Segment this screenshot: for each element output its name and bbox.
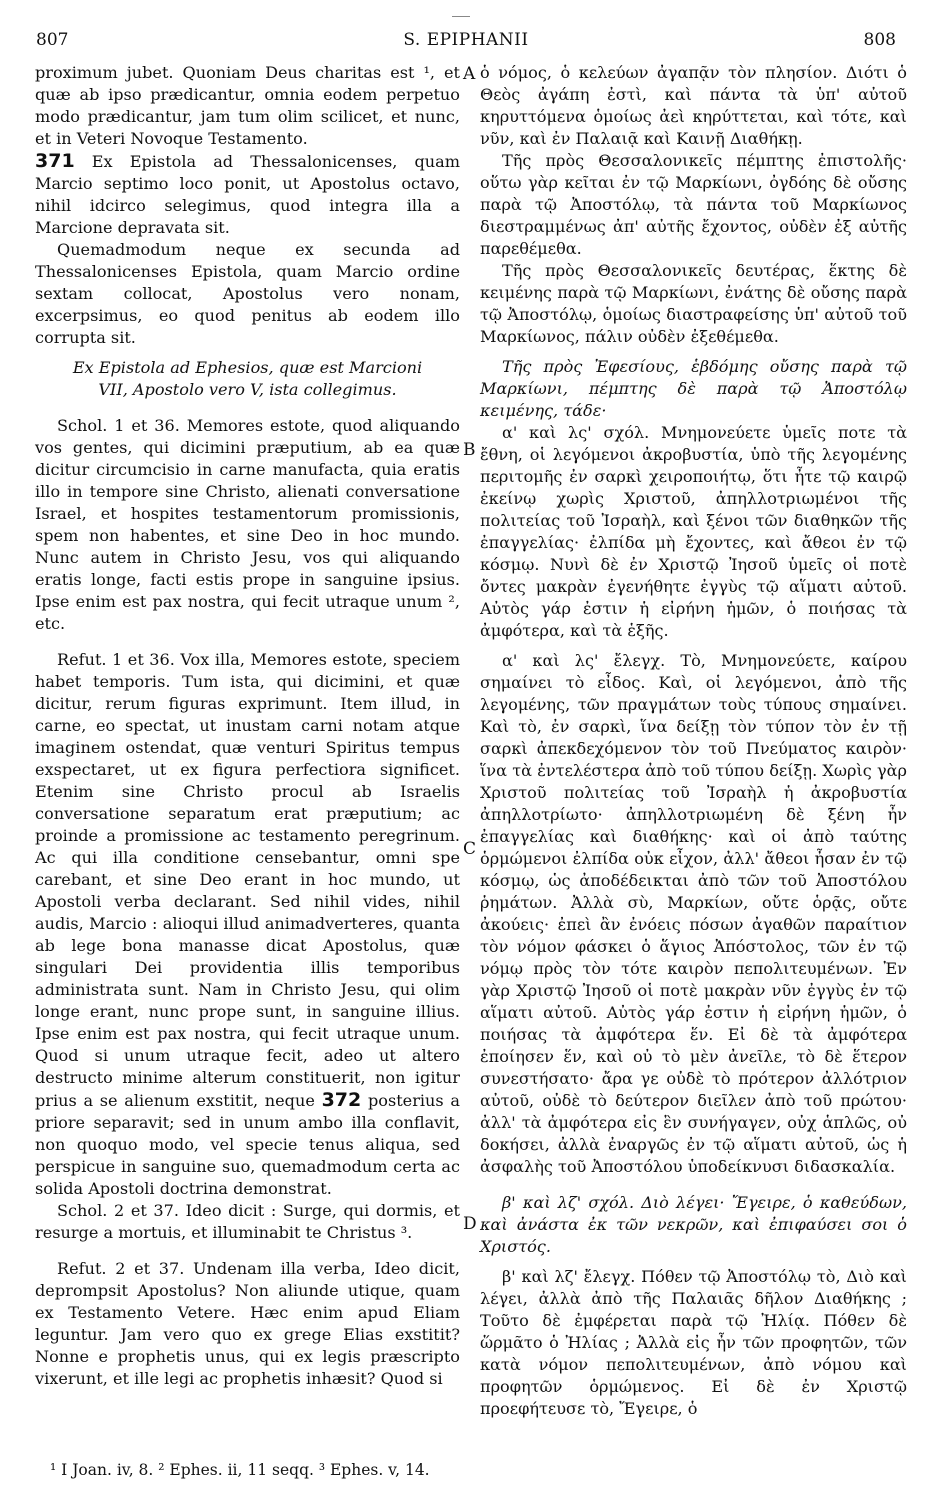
latin-scholion-2: Schol. 2 et 37. Ideo dicit : Surge, qui dormis, et resurge a mortuis, et illuminabit te Christus ³. <box>35 1201 460 1242</box>
latin-para-second-thessalonians: Quemadmodum neque ex secunda ad Thessalonicenses Epistola, quam Marcio ordine sextam collocat, Apostolus vero nonam, excerpsimus, eo quod penitus ab eodem illo corrupta sit. <box>35 240 460 347</box>
greek-para-opening: ὁ νόμος, ὁ κελεύων ἀγαπᾷν τὸν πλησίον. Διότι ὁ Θεὸς ἀγάπη ἐστὶ, καὶ πάντα τὰ ὑπ' αὐτοῦ κηρυττόμενα ὁμοίως ἀεὶ κηρύττεται, καὶ τότε, καὶ νῦν, καὶ ἐν Παλαιᾷ καὶ Καινῇ Διαθήκῃ. <box>480 63 907 148</box>
latin-para-thessalonians <box>35 150 460 239</box>
section-number-371: 371 <box>35 150 75 172</box>
section-number-372: 372 <box>321 1089 362 1111</box>
margin-letter-b: B <box>463 440 476 460</box>
latin-heading-ephesians: Ex Epistola ad Ephesios, quæ est Marcioni VII, Apostolo vero V, ista collegimus. <box>72 358 423 399</box>
latin-refutation-2: Refut. 2 et 37. Undenam illa verba, Ideo dicit, deprompsit Apostolus? Non aliunde utique, quam ex Testamento Vetere. Hæc enim apud Eliam leguntur. Jam vero quo ex grege Elias exstitit? Nonne e prophetis unus, qui ex legis præscripto vixerunt, et ille legi ac prophetis inhæsit? Quod si <box>35 1259 460 1388</box>
page-number-right: 808 <box>863 30 896 50</box>
latin-refutation-1-cont: posterius a priore separavit; sed in unum ambo illa conflavit, non quoquo modo, vel specie tenus aliqua, sed perspicue in sanguine suo, quemadmodum certa ac solida Apostoli doctrina demonstrat. <box>35 1091 460 1198</box>
latin-para-opening: proximum jubet. Quoniam Deus charitas est ¹, et quæ ab ipso prædicantur, omnia eodem perpetuo modo prædicantur, jam tum olim scilicet, et nunc, et in Veteri Novoque Testamento. <box>35 63 460 148</box>
greek-scholion-1: α' καὶ λς' σχόλ. Μνημονεύετε ὑμεῖς ποτε τὰ ἔθνη, οἱ λεγόμενοι ἀκροβυστία, ὑπὸ τῆς λεγομένης περιτομῆς ἐν σαρκὶ χειροποιήτῳ, ὅτι ἦτε τῷ καιρῷ ἐκείνῳ χωρὶς Χριστοῦ, ἀπηλλοτριωμένοι τῆς πολιτείας τοῦ Ἰσραὴλ, καὶ ξένοι τῶν διαθηκῶν τῆς ἐπαγγελίας· ἐλπίδα μὴ ἔχοντες, καὶ ἄθεοι ἐν τῷ κόσμῳ. Νυνὶ δὲ ἐν Χριστῷ Ἰησοῦ ὑμεῖς οἱ ποτὲ ὄντες μακρὰν ἐγενήθητε ἐγγὺς τῷ αἵματι αὐτοῦ. Αὐτὸς γάρ ἐστιν ἡ εἰρήνη ἡμῶν, ὁ ποιήσας τὰ ἀμφότερα, καὶ τὰ ἑξῆς. <box>480 423 907 640</box>
footnotes: ¹ I Joan. iv, 8. ² Ephes. ii, 11 seqq. ³ Ephes. v, 14. <box>50 1461 430 1479</box>
greek-para-thessalonians: Τῆς πρὸς Θεσσαλονικεῖς πέμπτης ἐπιστολῆς· οὕτω γὰρ κεῖται ἐν τῷ Μαρκίωνι, ὀγδόης δὲ οὔσης παρὰ τῷ Ἀποστόλῳ, τὰ πάντα τοῦ Μαρκίωνος διεστραμμένως ἀπ' αὐτῆς ἔχοντος, οὐδὲν ἐξ αὐτῆς παρεθέμεθα. <box>480 151 907 258</box>
latin-scholion-1: Schol. 1 et 36. Memores estote, quod aliquando vos gentes, qui dicimini præputium, ab ea quæ dicitur circumcisio in carne manufacta, quia eratis illo in tempore sine Christo, alienati conversatione Israel, et hospites testamentorum promissionis, spem non habentes, et sine Deo in hoc mundo. Nunc autem in Christo Jesu, vos qui aliquando eratis longe, facti estis prope in sanguine ipsius. Ipse enim est pax nostra, qui fecit utraque unum ², etc. <box>35 416 460 633</box>
greek-heading-ephesians: Τῆς πρὸς Ἐφεσίους, ἑβδόμης οὔσης παρὰ τῷ Μαρκίωνι, πέμπτης δὲ παρὰ τῷ Ἀποστόλῳ κειμένης, τάδε· <box>480 357 907 420</box>
latin-refutation-1-text: Refut. 1 et 36. Vox illa, Memores estote, speciem habet temporis. Tum ista, qui dicimini, et quæ dicitur, rerum figuras exprimunt. Item illud, in carne, eo spectat, ut inustam carni notam atque imaginem ostendat, quæ venturi Spiritus tempus exspectaret, ut ex figura perfectiora significet. Etenim sine Christo procul ab Israelis conversatione separatum erat præputium; ac proinde a promissione ac testamento peregrinum. Ac qui illa conditione censebantur, omni spe carebant, et sine Deo erant in hoc mundo, ut Apostoli verba declarant. Sed nihil vides, nihil audis, Marcio : alioqui illud animadverteres, quanta ab lege bona manasse dicat Apostolus, quæ singulari Dei providentia illis temporibus administrata sunt. Nam in Christo Jesu, qui olim longe erant, nunc prope sunt, in sanguine illius. Ipse enim est pax nostra, qui fecit utraque unum. Quod si unum utraque fecit, adeo ut altero destructo minime alterum constituerit, non igitur prius a se alienum exstitit, neque <box>35 650 460 1110</box>
greek-refutation-2: β' καὶ λζ' ἔλεγχ. Πόθεν τῷ Ἀποστόλῳ τὸ, Διὸ καὶ λέγει, ἀλλὰ ἀπὸ τῆς Παλαιᾶς δῆλον Διαθήκης ; Τοῦτο δὲ ἐμφέρεται παρὰ τῷ Ἠλίᾳ. Πόθεν δὲ ὥρμᾶτο ὁ Ἠλίας ; Ἀλλὰ εἰς ἦν τῶν προφητῶν, τῶν κατὰ νόμον πεπολιτευμένων, ἀπὸ νόμου καὶ προφητῶν ὁρμώμενος. Εἰ δὲ ἐν Χριστῷ προεφήτευσε τὸ, Ἔγειρε, ὁ <box>480 1267 907 1418</box>
latin-para-thessalonians-text: Ex Epistola ad Thessalonicenses, quam Marcio septimo loco ponit, ut Apostolus octavo, nihil idcirco selegimus, quod integra illa a Marcione depravata sit. <box>35 152 460 237</box>
page-number-left: 807 <box>36 30 69 50</box>
greek-para-second-thessalonians: Τῆς πρὸς Θεσσαλονικεῖς δευτέρας, ἕκτης δὲ κειμένης παρὰ τῷ Μαρκίωνι, ἐνάτης δὲ οὔσης παρὰ τῷ Ἀποστόλῳ, ὁμοίως διαστραφείσης ὑπ' αὐτοῦ τοῦ Μαρκίωνος, πάλιν οὐδὲν ἐξεθέμεθα. <box>480 261 907 346</box>
greek-scholion-2: β' καὶ λζ' σχόλ. Διὸ λέγει· Ἔγειρε, ὁ καθεύδων, καὶ ἀνάστα ἐκ τῶν νεκρῶν, καὶ ἐπιφαύσει σοι ὁ Χριστός. <box>480 1193 907 1256</box>
margin-letter-d: D <box>463 1214 477 1234</box>
latin-refutation-1 <box>35 649 460 1200</box>
greek-column <box>480 62 907 1420</box>
latin-column <box>35 62 460 1390</box>
running-title: S. EPIPHANII <box>403 30 529 50</box>
margin-letter-a: A <box>463 64 476 84</box>
running-header <box>36 30 896 54</box>
greek-refutation-1: α' καὶ λς' ἔλεγχ. Τὸ, Μνημονεύετε, καίρου σημαίνει τὸ εἶδος. Καὶ, οἱ λεγόμενοι, ἀπὸ τῆς λεγομένης, τῶν πραγμάτων τοὺς τύπους σημαίνει. Καὶ τὸ, ἐν σαρκὶ, ἵνα δείξῃ τὸν τύπον τὸν ἐν τῇ σαρκὶ ἀπεκδεχόμενον τὸν τοῦ Πνεύματος καιρὸν· ἵνα τὰ ἐντελέστερα ἀπὸ τοῦ τύπου δείξῃ. Χωρὶς γὰρ Χριστοῦ πολιτείας τοῦ Ἰσραὴλ ἡ ἀκροβυστία ἀπηλλοτρίωτο· ἀπηλλοτριωμένη δὲ ξένη ἦν ἐπαγγελίας καὶ διαθήκης· καὶ οἱ ἀπὸ ταύτης ὁρμώμενοι ἐλπίδα οὐκ εἶχον, ἀλλ' ἄθεοι ἦσαν ἐν τῷ κόσμῳ, ὡς ἀποδέδεικται ἀπὸ τῶν τοῦ Ἀποστόλου ῥημάτων. Ἀλλὰ σὺ, Μαρκίων, οὔτε ὁρᾷς, οὔτε ἀκούεις· ἐπεὶ ἂν ἐνόεις πόσων ἀγαθῶν παραίτιον τὸν νόμον φάσκει ὁ ἅγιος Ἀπόστολος, τῶν ἐν τῷ νόμῳ πρὸς τὸν τότε καιρὸν πεπολιτευμένων. Ἐν γὰρ Χριστῷ Ἰησοῦ οἱ ποτὲ μακρὰν νῦν ἐγγὺς ἐν τῷ αἵματι αὐτοῦ. Αὐτὸς γάρ ἐστιν ἡ εἰρήνη ἡμῶν, ὁ ποιήσας τὰ ἀμφότερα ἕν. Εἰ δὲ τὰ ἀμφότερα ἐποίησεν ἕν, καὶ οὐ τὸ μὲν ἀνεῖλε, τὸ δὲ ἕτερον συνεστήσατο· ἄρα γε οὐδὲ τὸ πρότερον ἀλλότριον αὐτοῦ, οὐδὲ τὸ δεύτερον διεῖλεν ἀπὸ τοῦ πρώτου· ἀλλ' τὰ ἀμφότερα εἰς ἓν συνήγαγεν, οὐχ ἁπλῶς, οὐ δοκήσει, ἀλλὰ ἐναργῶς ἐν τῷ αἵματι αὐτοῦ, ὡς ἡ ἀσφαλὴς τοῦ Ἀποστόλου ὑποδείκνυσι διδασκαλία. <box>480 651 907 1176</box>
margin-letter-c: C <box>463 839 477 859</box>
header-ornament <box>452 16 470 17</box>
